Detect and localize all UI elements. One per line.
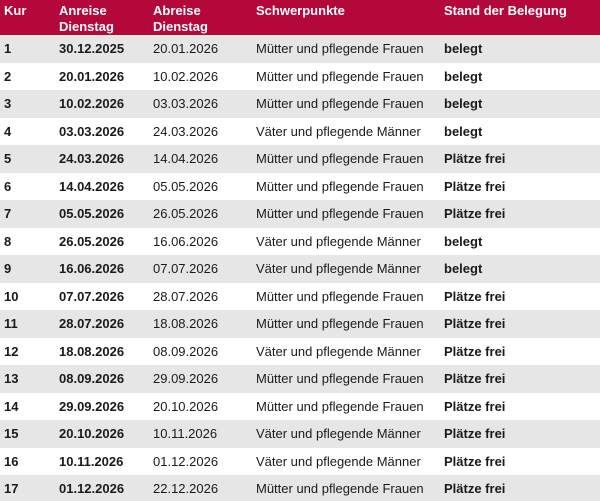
header-schwerpunkte: Schwerpunkte	[256, 3, 345, 18]
cell-abreise: 29.09.2026	[153, 371, 219, 387]
cell-schwerpunkte: Väter und pflegende Männer	[256, 343, 421, 359]
header-kur: Kur	[4, 3, 27, 18]
cell-abreise: 10.11.2026	[153, 426, 218, 442]
cell-anreise: 16.06.2026	[59, 261, 125, 277]
cell-anreise: 01.12.2026	[59, 481, 125, 497]
table-row	[0, 173, 600, 201]
cell-stand: Plätze frei	[444, 288, 506, 304]
table-row	[0, 448, 600, 476]
cell-kur: 8	[4, 233, 12, 249]
cell-abreise: 20.01.2026	[153, 41, 219, 57]
cell-abreise: 05.05.2026	[153, 178, 219, 194]
cell-stand: Plätze frei	[444, 178, 506, 194]
cell-abreise: 14.04.2026	[153, 151, 219, 167]
cell-anreise: 26.05.2026	[59, 233, 125, 249]
cell-abreise: 03.03.2026	[153, 96, 219, 112]
cell-anreise: 20.10.2026	[59, 426, 125, 442]
cell-abreise: 22.12.2026	[153, 481, 219, 497]
table-row	[0, 118, 600, 146]
cell-stand: belegt	[444, 68, 483, 84]
cell-anreise: 10.11.2026	[59, 453, 124, 469]
table-header	[0, 0, 600, 35]
cell-stand: belegt	[444, 123, 483, 139]
cell-kur: 15	[4, 426, 19, 442]
cell-abreise: 24.03.2026	[153, 123, 219, 139]
cell-schwerpunkte: Mütter und pflegende Frauen	[256, 151, 424, 167]
cell-stand: Plätze frei	[444, 206, 506, 222]
cell-schwerpunkte: Väter und pflegende Männer	[256, 453, 421, 469]
cell-kur: 12	[4, 343, 19, 359]
cell-schwerpunkte: Mütter und pflegende Frauen	[256, 206, 424, 222]
cell-kur: 9	[4, 261, 12, 277]
cell-abreise: 28.07.2026	[153, 288, 219, 304]
header-stand: Stand der Belegung	[444, 3, 567, 18]
cell-abreise: 20.10.2026	[153, 398, 219, 414]
cell-anreise: 20.01.2026	[59, 68, 125, 84]
cell-stand: Plätze frei	[444, 398, 506, 414]
cell-kur: 1	[4, 41, 12, 57]
cell-kur: 7	[4, 206, 12, 222]
cell-abreise: 08.09.2026	[153, 343, 219, 359]
cell-stand: Plätze frei	[444, 481, 506, 497]
table-row	[0, 283, 600, 311]
cell-schwerpunkte: Mütter und pflegende Frauen	[256, 371, 424, 387]
cell-anreise: 28.07.2026	[59, 316, 125, 332]
cell-schwerpunkte: Väter und pflegende Männer	[256, 233, 421, 249]
cell-kur: 3	[4, 96, 12, 112]
cell-anreise: 24.03.2026	[59, 151, 125, 167]
cell-stand: Plätze frei	[444, 371, 506, 387]
table-row	[0, 310, 600, 338]
cell-kur: 6	[4, 178, 12, 194]
cell-stand: belegt	[444, 96, 483, 112]
header-anreise: Anreise Dienstag	[59, 3, 114, 34]
cell-stand: Plätze frei	[444, 453, 506, 469]
cell-kur: 2	[4, 68, 12, 84]
cell-kur: 13	[4, 371, 19, 387]
cell-kur: 14	[4, 398, 19, 414]
cell-kur: 16	[4, 453, 19, 469]
header-abreise: Abreise Dienstag	[153, 3, 208, 34]
cell-kur: 11	[4, 316, 18, 332]
cell-anreise: 14.04.2026	[59, 178, 125, 194]
cell-abreise: 01.12.2026	[153, 453, 219, 469]
table-row	[0, 228, 600, 256]
cell-schwerpunkte: Mütter und pflegende Frauen	[256, 481, 424, 497]
table-row	[0, 63, 600, 91]
cell-stand: belegt	[444, 233, 483, 249]
cell-anreise: 18.08.2026	[59, 343, 125, 359]
table-row	[0, 200, 600, 228]
table-row	[0, 255, 600, 283]
table-row	[0, 35, 600, 63]
cell-anreise: 10.02.2026	[59, 96, 125, 112]
cell-kur: 17	[4, 481, 19, 497]
table-row	[0, 90, 600, 118]
cell-kur: 5	[4, 151, 12, 167]
table-row	[0, 338, 600, 366]
cell-abreise: 26.05.2026	[153, 206, 219, 222]
cell-abreise: 10.02.2026	[153, 68, 219, 84]
table-row	[0, 420, 600, 448]
cell-schwerpunkte: Mütter und pflegende Frauen	[256, 178, 424, 194]
table-row	[0, 475, 600, 501]
cell-kur: 4	[4, 123, 12, 139]
table-row	[0, 145, 600, 173]
cell-stand: Plätze frei	[444, 343, 506, 359]
cell-stand: belegt	[444, 261, 483, 277]
cell-stand: Plätze frei	[444, 426, 506, 442]
cell-schwerpunkte: Mütter und pflegende Frauen	[256, 316, 424, 332]
cell-abreise: 16.06.2026	[153, 233, 219, 249]
cell-stand: Plätze frei	[444, 316, 506, 332]
cell-schwerpunkte: Mütter und pflegende Frauen	[256, 398, 424, 414]
cell-schwerpunkte: Mütter und pflegende Frauen	[256, 68, 424, 84]
cell-anreise: 03.03.2026	[59, 123, 125, 139]
cell-abreise: 18.08.2026	[153, 316, 219, 332]
cell-schwerpunkte: Väter und pflegende Männer	[256, 123, 421, 139]
cell-kur: 10	[4, 288, 19, 304]
cell-anreise: 30.12.2025	[59, 41, 125, 57]
cell-anreise: 08.09.2026	[59, 371, 125, 387]
cell-anreise: 07.07.2026	[59, 288, 125, 304]
cell-schwerpunkte: Mütter und pflegende Frauen	[256, 96, 424, 112]
cell-stand: Plätze frei	[444, 151, 506, 167]
cell-schwerpunkte: Väter und pflegende Männer	[256, 261, 421, 277]
cell-stand: belegt	[444, 41, 483, 57]
cell-anreise: 05.05.2026	[59, 206, 125, 222]
cell-anreise: 29.09.2026	[59, 398, 125, 414]
table-row	[0, 393, 600, 421]
table-row	[0, 365, 600, 393]
table-body	[0, 35, 600, 501]
cell-schwerpunkte: Väter und pflegende Männer	[256, 426, 421, 442]
cell-schwerpunkte: Mütter und pflegende Frauen	[256, 288, 424, 304]
cell-abreise: 07.07.2026	[153, 261, 219, 277]
cell-schwerpunkte: Mütter und pflegende Frauen	[256, 41, 424, 57]
